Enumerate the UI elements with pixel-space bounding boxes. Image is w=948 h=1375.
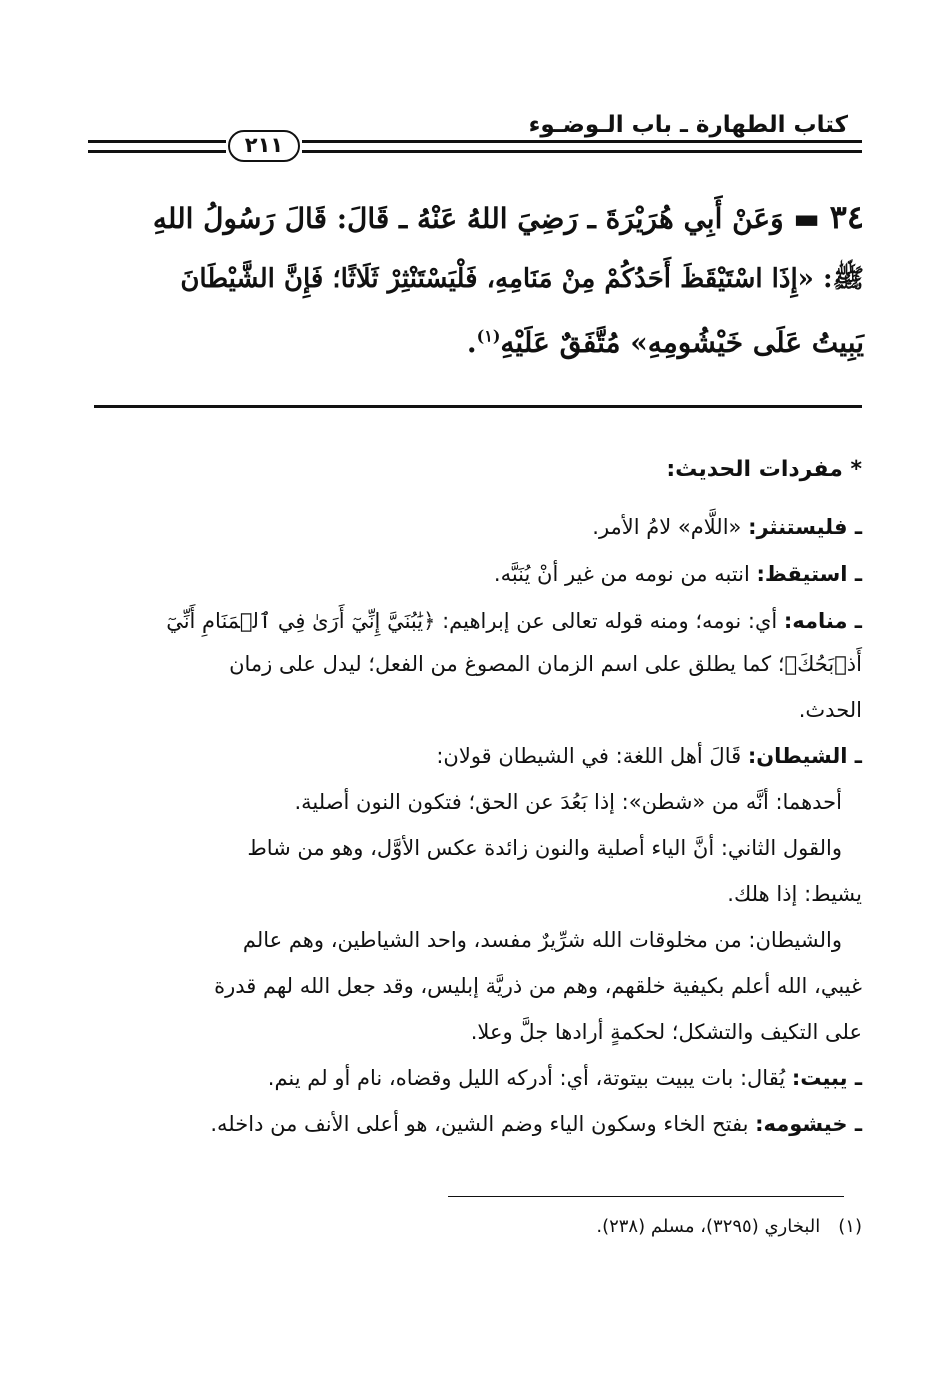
header-rule-right [302, 150, 862, 153]
section-separator [94, 405, 862, 408]
header-rule-left [88, 150, 226, 153]
term-label: ـ الشيطان: [747, 744, 862, 768]
hadith-line-3 [467, 326, 864, 359]
term-label: ـ يبيت: [791, 1066, 862, 1090]
term-definition: قَالَ أهل اللغة: في الشيطان قولان: [436, 744, 748, 768]
hadith-text: وَعَنْ أَبِي هُرَيْرَةَ ـ رَضِيَ اللهُ عَنْهُ ـ قَالَ: قَالَ رَسُولُ اللهِ [152, 202, 784, 235]
hadith-text: يَبِيتُ عَلَى خَيْشُومِهِ» مُتَّفَقٌ عَلَيْهِ [500, 326, 864, 359]
vocab-line [592, 515, 862, 539]
footnote-text: البخاري (٣٢٩٥)، مسلم (٢٣٨). [596, 1216, 821, 1237]
hadith-dash: ▬ [783, 202, 820, 235]
term-definition: انتبه من نومه من غير أنْ يُنَبَّه. [493, 562, 757, 586]
vocab-line [229, 652, 862, 676]
term-definition: والقول الثاني: أنَّ الياء أصلية والنون زائدة عكس الأوَّل، وهو من شاط [247, 836, 842, 860]
vocab-line [494, 562, 862, 586]
term-definition: أحدهما: أنَّه من «شطن»: إذا بَعُدَ عن الحق؛ فتكون النون أصلية. [294, 790, 842, 814]
footnote-ref: (١) [476, 326, 501, 346]
hadith-end: . [466, 326, 477, 359]
term-definition: أي: نومه؛ ومنه قوله تعالى عن إبراهيم: ﴿يَٰبُنَيَّ إِنِّيٓ أَرَىٰ فِي ٱلۡمَنَامِ أَنِّيٓ [166, 609, 784, 633]
vocab-line [294, 790, 842, 814]
term-label: ـ استيقظ: [756, 562, 862, 586]
term-label: ـ خيشومه: [755, 1112, 862, 1136]
term-label: ـ فليستنثر: [748, 515, 862, 539]
vocab-line [436, 744, 862, 768]
running-title: كتاب الطهارة ـ باب الـوضـوء [528, 112, 848, 138]
vocab-line [247, 836, 842, 860]
term-label: ـ منامه: [783, 609, 862, 633]
vocab-line [799, 698, 862, 722]
term-definition: والشيطان: من مخلوقات الله شرِّيرٌ مفسد، واحد الشياطين، وهم عالم [242, 928, 842, 952]
footnote-rule [448, 1196, 844, 1197]
page-number: ٢١١ [228, 130, 300, 162]
footnote-number: (١) [838, 1216, 862, 1237]
hadith-number: ٣٤ [829, 198, 864, 236]
hadith-line-1 [153, 198, 864, 236]
footnote [596, 1216, 862, 1237]
hadith-line-2: ﷺ: «إِذَا اسْتَيْقَظَ أَحَدُكُمْ مِنْ مَنَامِهِ، فَلْيَسْتَنْثِرْ ثَلَاثًا؛ فَإِنَّ الشَّيْطَانَ [180, 264, 864, 294]
section-title: * مفردات الحديث: [666, 457, 862, 482]
header-rule-right [302, 140, 862, 143]
vocab-line [727, 882, 862, 906]
vocab-line [210, 1112, 862, 1136]
header-rule-left [88, 140, 226, 143]
term-definition: بفتح الخاء وسكون الياء وضم الشين، هو أعلى الأنف من داخله. [210, 1112, 756, 1136]
vocab-line [166, 609, 862, 633]
term-definition: يُقال: بات يبيت بيتوتة، أي: أدركه الليل وقضاه، نام أو لم ينم. [267, 1066, 792, 1090]
term-definition: أَذۡبَحُكَ﴾؛ كما يطلق على اسم الزمان المصوغ من الفعل؛ ليدل على زمان [229, 652, 862, 676]
vocab-line [471, 1020, 862, 1044]
vocab-line [214, 974, 862, 998]
term-definition: الحدث. [798, 698, 862, 722]
term-definition: «اللَّام» لامُ الأمر. [592, 515, 749, 539]
vocab-line [268, 1066, 862, 1090]
term-definition: على التكيف والتشكل؛ لحكمةٍ أرادها جلَّ وعلا. [470, 1020, 862, 1044]
term-definition: يشيط: إذا هلك. [727, 882, 862, 906]
vocab-line [243, 928, 842, 952]
term-definition: غيبي، الله أعلم بكيفية خلقهم، وهم من ذريَّة إبليس، وقد جعل الله لهم قدرة [214, 974, 862, 998]
